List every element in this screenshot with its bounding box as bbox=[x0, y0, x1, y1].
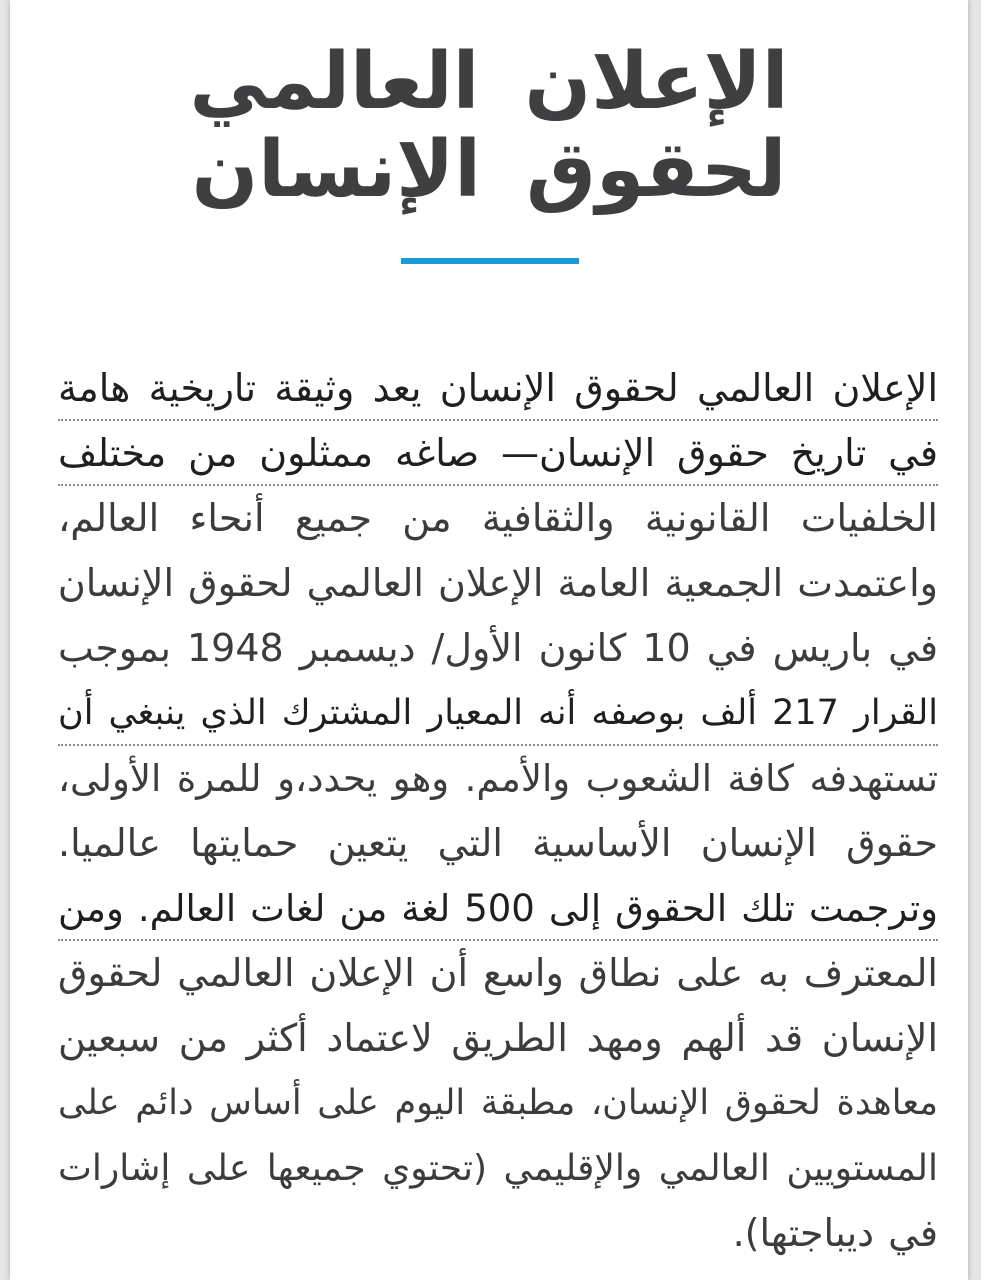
body-line-2: في تاريخ حقوق الإنسان— صاغه ممثلون من مختلف bbox=[58, 421, 938, 486]
article-body bbox=[58, 356, 938, 1266]
body-line-7: تستهدفه كافة الشعوب والأمم. وهو يحدد،و للمرة الأولى، bbox=[58, 757, 938, 800]
body-line-11: الإنسان قد ألهم ومهد الطريق لاعتماد أكثر من سبعين bbox=[58, 1016, 938, 1060]
body-line-9: وترجمت تلك الحقوق إلى 500 لغة من لغات العالم. ومن bbox=[58, 876, 938, 941]
body-line-10: المعترف به على نطاق واسع أن الإعلان العالمي لحقوق bbox=[58, 951, 938, 995]
body-line-14: في ديباجتها). bbox=[732, 1211, 938, 1255]
body-line-8: حقوق الإنسان الأساسية التي يتعين حمايتها عالميا. bbox=[58, 821, 938, 865]
title-underline bbox=[401, 258, 579, 264]
title-line-1: الإعلان العالمي bbox=[189, 37, 789, 127]
body-line-6: القرار 217 ألف بوصفه أنه المعيار المشترك الذي ينبغي أن bbox=[58, 681, 938, 746]
document-title bbox=[10, 38, 968, 214]
body-line-5: في باريس في 10 كانون الأول/ ديسمبر 1948 بموجب bbox=[58, 626, 938, 670]
body-line-12: معاهدة لحقوق الإنسان، مطبقة اليوم على أساس دائم على bbox=[58, 1083, 938, 1123]
title-line-2: لحقوق الإنسان bbox=[191, 125, 787, 215]
document-page bbox=[10, 0, 968, 1280]
body-line-4: واعتمدت الجمعية العامة الإعلان العالمي لحقوق الإنسان bbox=[57, 561, 938, 605]
body-line-3: الخلفيات القانونية والثقافية من جميع أنحاء العالم، bbox=[58, 496, 938, 540]
body-line-1: الإعلان العالمي لحقوق الإنسان يعد وثيقة تاريخية هامة bbox=[58, 356, 938, 421]
body-line-13: المستويين العالمي والإقليمي (تحتوي جميعها على إشارات bbox=[58, 1148, 938, 1189]
